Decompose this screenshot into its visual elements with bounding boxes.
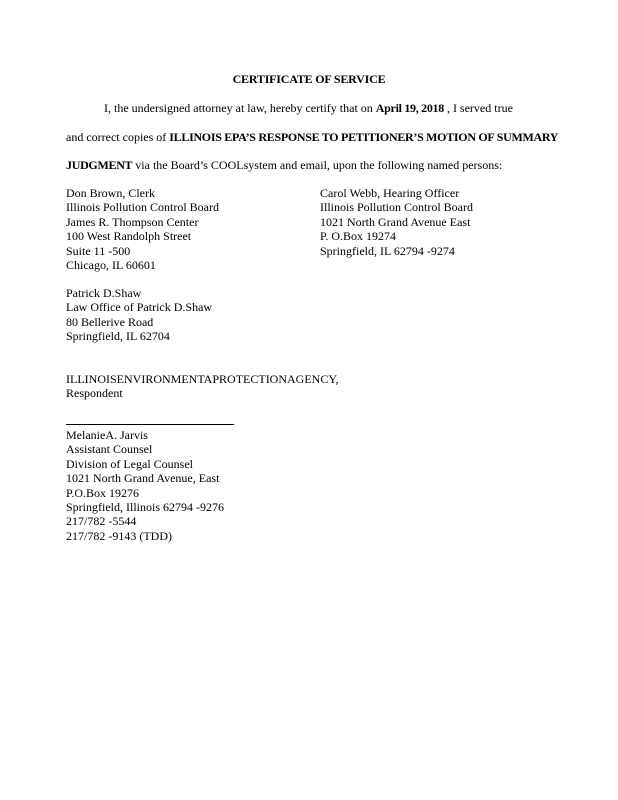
service-date: April 19, 2018 [375,101,444,115]
signer-line: Division of Legal Counsel [66,456,193,471]
address-line: Suite 11 -500 [66,243,131,258]
body-line-1 [66,101,566,115]
recipient-address-brown [66,186,219,272]
signer-line: MelanieA. Jarvis [66,428,148,442]
address-line: Don Brown, Clerk [66,186,155,200]
body-line-3 [66,158,566,172]
signer-line: Assistant Counsel [66,442,153,457]
address-line: Springfield, IL 62704 [66,329,170,344]
address-line: 80 Bellerive Road [66,314,154,329]
signature-line [66,424,234,425]
signer-line: 217/782 -5544 [66,514,137,529]
body-text: I, the undersigned attorney at law, hereby certify that on [104,101,376,115]
address-line: Springfield, IL 62794 -9274 [320,243,455,258]
agency-name: ILLINOISENVIRONMENTAPROTECTIONAGENCY, [66,372,339,386]
recipient-address-webb [320,186,473,258]
address-line: James R. Thompson Center [66,214,199,229]
address-line: 1021 North Grand Avenue East [320,214,471,229]
signer-line: 217/782 -9143 (TDD) [66,528,172,543]
address-line: Chicago, IL 60601 [66,257,156,272]
signer-line: Springfield, Illinois 62794 -9276 [66,499,224,514]
address-line: Patrick D.Shaw [66,286,142,300]
address-line: Law Office of Patrick D.Shaw [66,300,213,315]
agency-block [66,372,338,401]
document-name: ILLINOIS EPA’S RESPONSE TO PETITIONER’S MOTION OF SUMMARY [169,130,559,144]
address-line: 100 West Randolph Street [66,229,192,244]
body-line-2 [66,130,566,144]
signer-line: P.O.Box 19276 [66,485,140,500]
agency-role: Respondent [66,386,123,401]
signer-line: 1021 North Grand Avenue, East [66,471,220,486]
address-line: P. O.Box 19274 [320,229,397,244]
address-line: Illinois Pollution Control Board [320,200,474,215]
body-text: , I served true [443,101,513,115]
address-line: Carol Webb, Hearing Officer [320,186,460,200]
body-text: via the Board’s COOLsystem and email, upon the following named persons: [132,158,503,172]
document-name: JUDGMENT [66,158,133,172]
document-title: CERTIFICATE OF SERVICE [232,72,386,86]
signer-address [66,428,224,543]
address-line: Illinois Pollution Control Board [66,200,220,215]
body-text: and correct copies of [66,130,170,144]
recipient-address-shaw [66,286,212,344]
